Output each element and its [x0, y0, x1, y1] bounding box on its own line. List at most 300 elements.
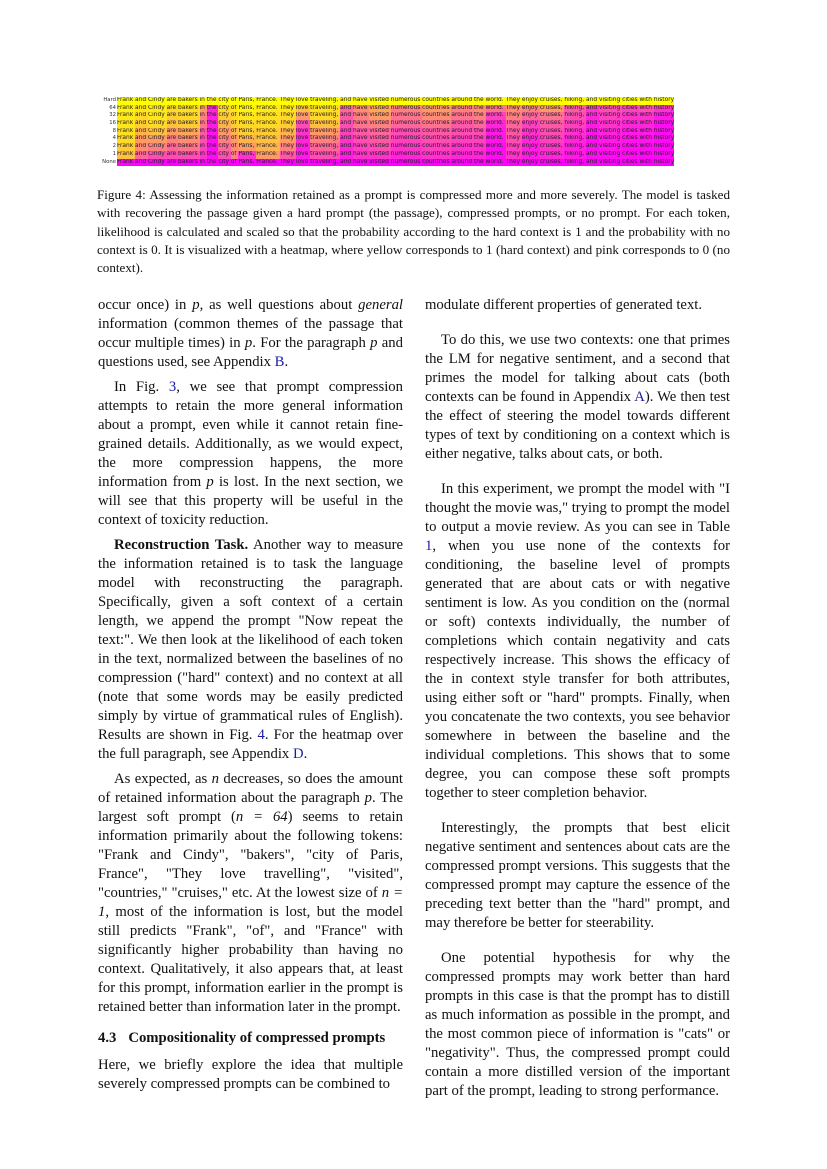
heatmap-token: and — [340, 97, 354, 103]
heatmap-token: around — [451, 135, 474, 142]
heatmap-token: the — [206, 135, 219, 142]
heatmap-token: Paris, — [238, 143, 257, 150]
heatmap-token: Paris, — [238, 120, 257, 127]
heatmap-token: with — [639, 158, 654, 165]
heatmap-token: traveling, — [310, 158, 341, 165]
heatmap-token: France. — [256, 97, 280, 103]
heatmap-token: visited — [369, 158, 391, 165]
heatmap-token: visited — [369, 135, 391, 142]
heatmap-token: Cindy — [147, 112, 167, 119]
heatmap-token: with — [639, 127, 654, 134]
heatmap-token: numerous — [390, 104, 423, 111]
heatmap-row — [100, 120, 727, 128]
heatmap-token: cruises, — [539, 150, 565, 157]
heatmap-token: They — [505, 112, 522, 119]
heatmap-token: the — [206, 104, 219, 111]
heatmap-token: Frank — [117, 104, 136, 111]
heatmap-token: traveling, — [310, 127, 341, 134]
heatmap-row-label: Hard — [103, 97, 116, 103]
paragraph: In this experiment, we prompt the model with "I thought the movie was," trying to prompt the model to output a movie review. As you can see in Table 1, when you use none of the contexts for conditioning, the baseline level of prompts generated that are about cats or with negative sentiment is low. As you condition on the (normal or soft) contexts individually, the number of completions which contain negativity and cats respectively increase. This shows the efficacy of the in context style transfer for both attributes, using either soft or "hard" prompts. Finally, when you concatenate the two contexts, you see behavior somewhere in between the baseline and the individual completions. This shows that to some degree, you can compose these soft prompts together to steer completion behavior. — [425, 481, 731, 801]
heatmap-token: Cindy — [147, 120, 167, 127]
heatmap-token: the — [474, 158, 486, 165]
heatmap-token: of — [230, 112, 239, 119]
heatmap-token: and — [135, 127, 148, 134]
heatmap-token: and — [340, 112, 354, 119]
heatmap-token: the — [206, 97, 219, 103]
heatmap-token: history — [653, 158, 675, 165]
heatmap-token: traveling, — [310, 143, 341, 150]
heatmap-token: have — [353, 150, 370, 157]
heatmap-token: visiting — [598, 97, 623, 103]
heatmap-token: the — [474, 104, 486, 111]
heatmap-token: world. — [485, 143, 506, 150]
heatmap-token: countries — [422, 112, 452, 119]
heatmap-token: They — [279, 158, 296, 165]
heatmap-token: of — [230, 158, 239, 165]
heatmap-token: the — [474, 120, 486, 127]
heatmap-token: Frank — [117, 112, 136, 119]
heatmap-token: Cindy — [147, 127, 167, 134]
heatmap-token: countries — [422, 104, 452, 111]
heatmap-token: history — [653, 135, 675, 142]
heatmap-token: history — [653, 127, 675, 134]
heatmap-token: cities — [622, 120, 640, 127]
heatmap-token: France. — [256, 112, 280, 119]
heatmap-token: visiting — [598, 120, 623, 127]
heatmap-token: visited — [369, 143, 391, 150]
heatmap-token: hiking, — [564, 97, 586, 103]
heatmap-token: history — [653, 150, 675, 157]
heatmap-token: love — [295, 143, 311, 150]
heatmap-token: Cindy — [147, 143, 167, 150]
heatmap-token: world. — [485, 150, 506, 157]
paragraph: As expected, as n decreases, so does the amount of retained information about the paragraph p. The largest soft prompt (n = 64) seems to retain information primarily about the following tokens: "Frank and Cindy", "bakers", "city of Paris, France", "They love travelling", "visited", "countries," "cruises," etc. At the lowest size of n = 1, most of the information is lost, but the model still predicts "Frank", "of", and "France" with significantly higher probability than having no context. Qualitatively, it also appears that, at least for this prompt, information earlier in the prompt is retained better than information later in the prompt. — [98, 771, 403, 1015]
heatmap-token: the — [474, 97, 486, 103]
paragraph: Here, we briefly explore the idea that multiple severely compressed prompts can be combined to — [98, 1057, 403, 1092]
heatmap-token: cruises, — [539, 158, 565, 165]
heatmap-token: Paris, — [238, 97, 257, 103]
heatmap-token: have — [353, 127, 370, 134]
heatmap-token: enjoy — [521, 158, 540, 165]
heatmap-token: history — [653, 112, 675, 119]
heatmap-row — [100, 105, 727, 113]
heatmap-token: hiking, — [564, 150, 586, 157]
heatmap-token: bakers — [177, 127, 200, 134]
heatmap-token: city — [218, 104, 231, 111]
heatmap-row — [100, 128, 727, 136]
heatmap-token: traveling, — [310, 135, 341, 142]
figure-caption: Figure 4: Assessing the information retained as a prompt is compressed more and more severely. The model is tasked with recovering the passage given a hard prompt (the passage), compressed prompts, or no prompt. For each token, likelihood is calculated and scaled so that the probability according to the hard context is 1 and the probability with no context is 0. It is visualized with a heatmap, where yellow corresponds to 1 (hard context) and pink corresponds to 0 (no context). — [97, 187, 730, 276]
heatmap-token: have — [353, 135, 370, 142]
heatmap-token: the — [474, 143, 486, 150]
heatmap-token: cities — [622, 104, 640, 111]
heatmap-token: city — [218, 112, 231, 119]
heatmap-token: bakers — [177, 143, 200, 150]
appendix-link[interactable]: B — [274, 354, 285, 370]
heatmap-token: the — [206, 143, 219, 150]
appendix-link[interactable]: A — [634, 389, 645, 405]
heatmap-token: They — [279, 104, 296, 111]
heatmap-token: Frank — [117, 120, 136, 127]
heatmap-token: enjoy — [521, 143, 540, 150]
heatmap-row-label: 64 — [109, 104, 116, 111]
heatmap-token: France. — [256, 135, 280, 142]
heatmap-token: with — [639, 97, 654, 103]
heatmap-token: world. — [485, 158, 506, 165]
heatmap-token: They — [279, 143, 296, 150]
heatmap-token: and — [586, 112, 599, 119]
heatmap-token: around — [451, 143, 474, 150]
heatmap-token: visiting — [598, 112, 623, 119]
heatmap-token: and — [586, 150, 599, 157]
heatmap-token: world. — [485, 112, 506, 119]
heatmap-token: bakers — [177, 97, 200, 103]
heatmap-token: around — [451, 104, 474, 111]
heatmap-token: world. — [485, 135, 506, 142]
heatmap-token: love — [295, 135, 311, 142]
paragraph: Reconstruction Task. Another way to measure the information retained is to task the language model with reconstructing the paragraph. Specifically, given a soft context of a certain length, we append the prompt "Now repeat the text:". We then look at the likelihood of each token in the text, normalized between the baselines of no compression ("hard" context) and no context at all (note that some words may be easily predicted simply by virtue of grammatical rules of English). Results are shown in Fig. 4. For the heatmap over the full paragraph, see Appendix D. — [98, 537, 403, 762]
heatmap-token: Cindy — [147, 104, 167, 111]
heatmap-token: and — [135, 143, 148, 150]
heatmap-row — [100, 159, 727, 167]
heatmap-token: They — [505, 104, 522, 111]
heatmap-token: love — [295, 97, 311, 103]
heatmap-token: around — [451, 127, 474, 134]
heatmap-token: love — [295, 150, 311, 157]
heatmap-token: countries — [422, 97, 452, 103]
heatmap-token: with — [639, 143, 654, 150]
heatmap-token: of — [230, 127, 239, 134]
heatmap-token: They — [279, 135, 296, 142]
heatmap-token: visiting — [598, 143, 623, 150]
heatmap-token: and — [586, 143, 599, 150]
heatmap-token: enjoy — [521, 127, 540, 134]
heatmap-token: traveling, — [310, 104, 341, 111]
heatmap-token: enjoy — [521, 104, 540, 111]
heatmap-token: the — [206, 127, 219, 134]
heatmap-token: cruises, — [539, 112, 565, 119]
heatmap-token: cruises, — [539, 97, 565, 103]
heatmap-token: the — [206, 112, 219, 119]
heatmap-token: city — [218, 158, 231, 165]
right-column — [425, 296, 730, 1107]
heatmap-token: city — [218, 143, 231, 150]
heatmap-token: visiting — [598, 150, 623, 157]
heatmap-token: of — [230, 104, 239, 111]
heatmap-token: the — [206, 158, 219, 165]
heatmap-token: and — [340, 135, 354, 142]
heatmap-token: around — [451, 150, 474, 157]
heatmap-token: are — [166, 112, 178, 119]
heatmap-token: numerous — [390, 120, 423, 127]
heatmap-token: France. — [256, 120, 280, 127]
heatmap-token: cruises, — [539, 135, 565, 142]
heatmap-token: visited — [369, 120, 391, 127]
heatmap-token: of — [230, 150, 239, 157]
table-link[interactable]: 1 — [425, 538, 433, 554]
heatmap-token: Frank — [117, 97, 136, 103]
heatmap-token: visiting — [598, 158, 623, 165]
heatmap-token: enjoy — [521, 135, 540, 142]
heatmap-token: the — [474, 135, 486, 142]
heatmap-token: the — [474, 127, 486, 134]
heatmap-token: Paris, — [238, 150, 257, 157]
heatmap-token: of — [230, 120, 239, 127]
heatmap-token: hiking, — [564, 143, 586, 150]
heatmap-token: and — [135, 104, 148, 111]
heatmap-token: and — [340, 150, 354, 157]
paragraph: One potential hypothesis for why the compressed prompts may work better than hard prompts in this case is that the prompt has to distill as much information as possible in the prompt, and the most common piece of information is "cats" or "negativity". Thus, the compressed prompt could contain a more distilled version of the important part of the prompt, leading to strong performance. — [425, 950, 730, 1099]
heatmap-token: the — [206, 120, 219, 127]
heatmap-token: cities — [622, 112, 640, 119]
heatmap-token: visited — [369, 112, 391, 119]
heatmap-token: cruises, — [539, 127, 565, 134]
heatmap-token: have — [353, 143, 370, 150]
paragraph: modulate different properties of generated text. — [425, 297, 703, 313]
heatmap-token: bakers — [177, 112, 200, 119]
heatmap-token: city — [218, 127, 231, 134]
heatmap-token: visiting — [598, 135, 623, 142]
heatmap-token: countries — [422, 158, 452, 165]
heatmap-token: enjoy — [521, 97, 540, 103]
heatmap-token: world. — [485, 120, 506, 127]
appendix-link[interactable]: D — [292, 746, 304, 762]
heatmap-token: have — [353, 97, 370, 103]
heatmap-token: Paris, — [238, 112, 257, 119]
heatmap-token: Paris, — [238, 158, 257, 165]
heatmap-token: have — [353, 104, 370, 111]
heatmap-token: They — [279, 97, 296, 103]
heatmap-token: are — [166, 135, 178, 142]
heatmap-token: They — [279, 150, 296, 157]
heatmap-row — [100, 97, 727, 105]
heatmap-token: hiking, — [564, 135, 586, 142]
heatmap-token: visiting — [598, 127, 623, 134]
heatmap-token: around — [451, 97, 474, 103]
heatmap-token: have — [353, 158, 370, 165]
heatmap-token: cities — [622, 158, 640, 165]
heatmap-token: cities — [622, 143, 640, 150]
heatmap-token: history — [653, 104, 675, 111]
heatmap-token: bakers — [177, 135, 200, 142]
heatmap-token: Cindy — [147, 150, 167, 157]
heatmap-token: and — [135, 158, 148, 165]
heatmap-row-label: 16 — [109, 120, 116, 127]
heatmap-token: love — [295, 120, 311, 127]
heatmap-token: and — [340, 127, 354, 134]
heatmap-token: bakers — [177, 150, 200, 157]
heatmap-token: of — [230, 97, 239, 103]
heatmap-token: numerous — [390, 143, 423, 150]
heatmap-token: in — [199, 135, 207, 142]
heatmap-token: Frank — [117, 143, 136, 150]
heatmap-token: with — [639, 135, 654, 142]
heatmap-token: and — [340, 120, 354, 127]
heatmap-token: France. — [256, 150, 280, 157]
heatmap-row — [100, 112, 727, 120]
heatmap-token: countries — [422, 120, 452, 127]
heatmap-token: have — [353, 120, 370, 127]
heatmap-token: city — [218, 97, 231, 103]
heatmap-token: France. — [256, 158, 280, 165]
heatmap-token: hiking, — [564, 158, 586, 165]
heatmap-token: and — [135, 112, 148, 119]
heatmap-token: in — [199, 150, 207, 157]
heatmap-token: They — [505, 158, 522, 165]
heatmap-token: They — [279, 120, 296, 127]
heatmap-token: bakers — [177, 158, 200, 165]
heatmap-token: enjoy — [521, 112, 540, 119]
heatmap-token: are — [166, 104, 178, 111]
heatmap-token: Paris, — [238, 104, 257, 111]
heatmap-token: in — [199, 112, 207, 119]
heatmap-token: and — [586, 97, 599, 103]
heatmap-token: bakers — [177, 120, 200, 127]
heatmap-token: and — [340, 104, 354, 111]
heatmap-row — [100, 135, 727, 143]
heatmap-token: They — [505, 135, 522, 142]
heatmap-token: and — [586, 127, 599, 134]
heatmap-token: traveling, — [310, 97, 341, 103]
heatmap-token: hiking, — [564, 112, 586, 119]
heatmap-token: of — [230, 143, 239, 150]
heatmap-token: visited — [369, 127, 391, 134]
heatmap-token: love — [295, 158, 311, 165]
heatmap-token: traveling, — [310, 120, 341, 127]
heatmap-token: in — [199, 127, 207, 134]
heatmap-token: cities — [622, 127, 640, 134]
heatmap-token: with — [639, 120, 654, 127]
heatmap-row-label: 4 — [112, 135, 116, 142]
heatmap-token: and — [340, 158, 354, 165]
heatmap-token: They — [505, 150, 522, 157]
heatmap-token: Frank — [117, 150, 136, 157]
heatmap-token: cities — [622, 150, 640, 157]
heatmap-token: cruises, — [539, 143, 565, 150]
heatmap-token: Frank — [117, 127, 136, 134]
heatmap-token: love — [295, 112, 311, 119]
heatmap-token: with — [639, 104, 654, 111]
heatmap-token: and — [135, 97, 148, 103]
heatmap-token: the — [474, 112, 486, 119]
heatmap-token: love — [295, 127, 311, 134]
heatmap-token: and — [586, 104, 599, 111]
heatmap-token: are — [166, 127, 178, 134]
heatmap-token: traveling, — [310, 150, 341, 157]
heatmap-token: Paris, — [238, 135, 257, 142]
heatmap-token: and — [135, 120, 148, 127]
heatmap-token: are — [166, 120, 178, 127]
heatmap-token: countries — [422, 135, 452, 142]
heatmap-token: of — [230, 135, 239, 142]
heatmap-token: France. — [256, 104, 280, 111]
heatmap-token: numerous — [390, 135, 423, 142]
heatmap-token: Frank — [117, 135, 136, 142]
heatmap-token: visiting — [598, 104, 623, 111]
heatmap-token: with — [639, 112, 654, 119]
heatmap-token: the — [474, 150, 486, 157]
heatmap-row-label: 2 — [112, 143, 116, 150]
heatmap-token: world. — [485, 97, 506, 103]
left-column — [98, 296, 403, 1100]
heatmap-token: history — [653, 143, 675, 150]
heatmap-token: around — [451, 112, 474, 119]
heatmap-token: They — [279, 127, 296, 134]
heatmap-token: and — [586, 120, 599, 127]
heatmap-token: in — [199, 104, 207, 111]
heatmap-token: numerous — [390, 97, 423, 103]
heatmap-token: in — [199, 158, 207, 165]
heatmap-token: and — [340, 143, 354, 150]
heatmap-token: hiking, — [564, 104, 586, 111]
heatmap-token: love — [295, 104, 311, 111]
heatmap-token: city — [218, 120, 231, 127]
heatmap-token: They — [279, 112, 296, 119]
figure-link[interactable]: 4 — [257, 727, 265, 743]
heatmap-token: They — [505, 97, 522, 103]
heatmap-token: and — [586, 158, 599, 165]
heatmap-token: enjoy — [521, 150, 540, 157]
heatmap-token: in — [199, 97, 207, 103]
token-likelihood-heatmap — [100, 97, 727, 166]
section-heading: 4.3 Compositionality of compressed prompts — [98, 1030, 386, 1046]
heatmap-token: are — [166, 143, 178, 150]
heatmap-token: in — [199, 120, 207, 127]
heatmap-token: world. — [485, 127, 506, 134]
heatmap-token: and — [586, 135, 599, 142]
paragraph: To do this, we use two contexts: one that primes the LM for negative sentiment, and a second that primes the model for talking about cats (both contexts can be found in Appendix A). We then test the effect of steering the model towards different types of text by conditioning on a context which is either negative, talks about cats, or both. — [425, 332, 731, 462]
heatmap-token: and — [135, 150, 148, 157]
paragraph: In Fig. 3, we see that prompt compression attempts to retain the more general information about a prompt, even while it cannot retain fine-grained details. Additionally, as we would expect, the more compression happens, the more information from p is lost. In the next section, we will see that this property will be useful in the context of toxicity reduction. — [98, 379, 403, 528]
heatmap-token: countries — [422, 143, 452, 150]
heatmap-token: bakers — [177, 104, 200, 111]
heatmap-token: visited — [369, 97, 391, 103]
heatmap-row-label: 8 — [112, 127, 116, 134]
heatmap-token: visited — [369, 104, 391, 111]
heatmap-row — [100, 143, 727, 151]
heatmap-token: are — [166, 158, 178, 165]
heatmap-token: in — [199, 143, 207, 150]
figure-link[interactable]: 3 — [168, 379, 177, 395]
heatmap-token: around — [451, 158, 474, 165]
heatmap-token: cities — [622, 135, 640, 142]
heatmap-row-label: None — [102, 158, 116, 165]
heatmap-token: France. — [256, 127, 280, 134]
heatmap-token: Cindy — [147, 97, 167, 103]
paragraph: Interestingly, the prompts that best elicit negative sentiment and sentences about cats are the compressed prompt versions. This suggests that the compressed prompt may capture the essence of the preceding text better than the "hard" prompt, and may therefore be better for steerability. — [425, 820, 730, 931]
heatmap-token: with — [639, 150, 654, 157]
heatmap-row-label: 1 — [112, 150, 116, 157]
heatmap-token: They — [505, 143, 522, 150]
heatmap-token: have — [353, 112, 370, 119]
heatmap-token: numerous — [390, 127, 423, 134]
heatmap-row-label: 32 — [109, 112, 116, 119]
heatmap-token: around — [451, 120, 474, 127]
heatmap-token: the — [206, 150, 219, 157]
heatmap-token: France. — [256, 143, 280, 150]
heatmap-token: hiking, — [564, 127, 586, 134]
heatmap-token: cruises, — [539, 120, 565, 127]
heatmap-token: cruises, — [539, 104, 565, 111]
heatmap-token: visited — [369, 150, 391, 157]
heatmap-token: numerous — [390, 158, 423, 165]
heatmap-token: enjoy — [521, 120, 540, 127]
heatmap-token: are — [166, 150, 178, 157]
heatmap-token: city — [218, 135, 231, 142]
heatmap-token: countries — [422, 127, 452, 134]
heatmap-token: numerous — [390, 150, 423, 157]
heatmap-row — [100, 151, 727, 159]
